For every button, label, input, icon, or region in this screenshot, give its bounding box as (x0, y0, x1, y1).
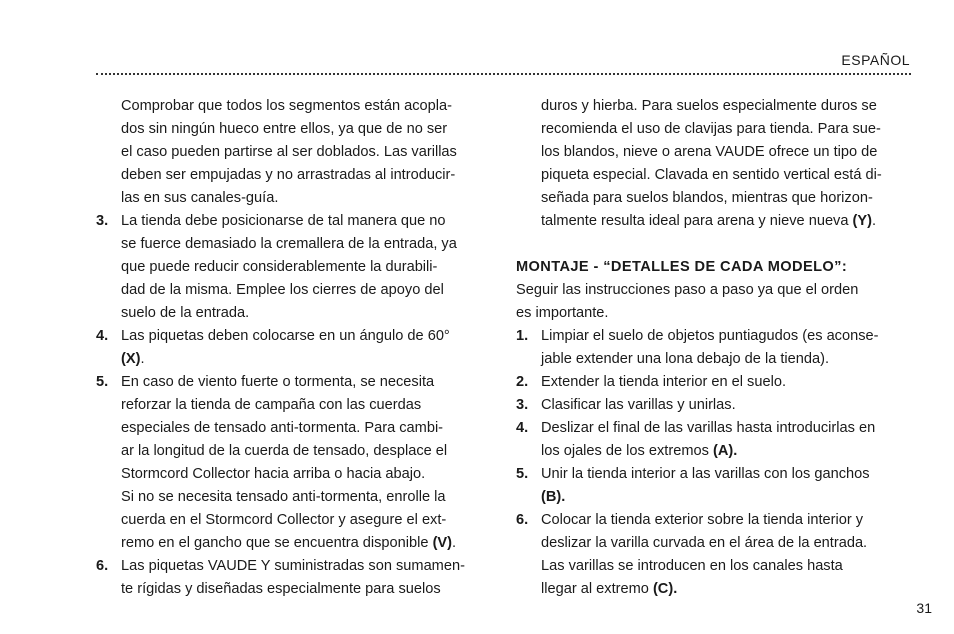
punctuation: . (452, 535, 457, 551)
list-item-3 (96, 210, 490, 325)
line-text: talmente resulta ideal para arena y nieve nueva (541, 213, 853, 229)
text-line: Si no se necesita tensado anti-tormenta, enrolle la (121, 489, 446, 505)
dotted-divider (96, 73, 911, 75)
text-line: reforzar la tienda de campaña con las cuerdas (121, 397, 422, 413)
text-line (121, 348, 490, 371)
reference-label: (A). (712, 443, 738, 459)
text-line: Extender la tienda interior en el suelo. (541, 374, 787, 390)
intro-line: es importante. (516, 305, 609, 321)
text-line: Las piquetas deben colocarse en un ángulo de 60° (121, 328, 450, 344)
text-line: Deslizar el final de las varillas hasta introducirlas en (541, 420, 876, 436)
text-line: Colocar la tienda exterior sobre la tienda interior y (541, 512, 864, 528)
text-line: los blandos, nieve o arena VAUDE ofrece un tipo de (541, 144, 878, 160)
item-number: 3. (96, 213, 109, 229)
step-number: 3. (516, 397, 529, 413)
punctuation: . (872, 213, 877, 229)
left-column (96, 95, 490, 601)
step-1 (516, 325, 912, 371)
text-line: ar la longitud de la cuerda de tensado, desplace el (121, 443, 448, 459)
text-line: Stormcord Collector hacia arriba o hacia abajo. (121, 466, 426, 482)
text-line: recomienda el uso de clavijas para tienda. Para sue- (541, 121, 881, 137)
text-line (541, 440, 912, 463)
reference-label: (V) (432, 535, 453, 551)
right-column (516, 95, 912, 601)
step-number: 5. (516, 466, 529, 482)
text-line: las en sus canales-guía. (121, 190, 279, 206)
text-line: Comprobar que todos los segmentos están acopla- (121, 98, 452, 114)
text-line: En caso de viento fuerte o tormenta, se necesita (121, 374, 435, 390)
page-number: 31 (916, 600, 932, 616)
text-line (121, 532, 490, 555)
list-item-4 (96, 325, 490, 371)
text-line: el caso pueden partirse al ser doblados. Las varillas (121, 144, 457, 160)
text-line: duros y hierba. Para suelos especialmente duros se (541, 98, 877, 114)
punctuation: . (140, 351, 145, 367)
text-line (541, 210, 912, 233)
text-line: cuerda en el Stormcord Collector y asegure el ext- (121, 512, 447, 528)
reference-label: (C). (652, 581, 678, 597)
line-text: llegar al extremo (541, 581, 653, 597)
text-line: deslizar la varilla curvada en el área de la entrada. (541, 535, 868, 551)
list-item-5 (96, 371, 490, 555)
text-line: piqueta especial. Clavada en sentido vertical está di- (541, 167, 882, 183)
text-line: señada para suelos blandos, mientras que horizon- (541, 190, 873, 206)
line-text: remo en el gancho que se encuentra disponible (121, 535, 433, 551)
step-5 (516, 463, 912, 509)
item-number: 6. (96, 558, 109, 574)
text-line: Unir la tienda interior a las varillas con los ganchos (541, 466, 870, 482)
language-header: ESPAÑOL (841, 52, 910, 68)
text-line: La tienda debe posicionarse de tal manera que no (121, 213, 446, 229)
step-3 (516, 394, 912, 417)
line-text: los ojales de los extremos (541, 443, 713, 459)
step-6 (516, 509, 912, 601)
text-line: deben ser empujadas y no arrastradas al introducir- (121, 167, 456, 183)
item-number: 4. (96, 328, 109, 344)
text-line: especiales de tensado anti-tormenta. Para cambi- (121, 420, 444, 436)
text-line: dad de la misma. Emplee los cierres de apoyo del (121, 282, 444, 298)
text-line: suelo de la entrada. (121, 305, 250, 321)
text-line: Las piquetas VAUDE Y suministradas son sumamen- (121, 558, 465, 574)
reference-label: (Y) (852, 213, 872, 229)
text-line: te rígidas y diseñadas especialmente para suelos (121, 581, 441, 597)
step-number: 2. (516, 374, 529, 390)
text-line: que puede reducir considerablemente la durabili- (121, 259, 438, 275)
step-number: 1. (516, 328, 529, 344)
list-item-6 (96, 555, 490, 601)
reference-label: (X) (121, 351, 141, 367)
text-line (541, 578, 912, 601)
step-number: 6. (516, 512, 529, 528)
text-line: Limpiar el suelo de objetos puntiagudos (es aconse- (541, 328, 879, 344)
right-continuation (516, 95, 912, 233)
reference-label: (B). (541, 489, 566, 505)
intro-line: Seguir las instrucciones paso a paso ya que el orden (516, 282, 859, 298)
text-line: jable extender una lona debajo de la tienda). (541, 351, 830, 367)
text-line: dos sin ningún hueco entre ellos, ya que de no ser (121, 121, 448, 137)
text-line: Clasificar las varillas y unirlas. (541, 397, 736, 413)
step-4 (516, 417, 912, 463)
step-2 (516, 371, 912, 394)
text-line: se fuerce demasiado la cremallera de la entrada, ya (121, 236, 457, 252)
item-number: 5. (96, 374, 109, 390)
section-heading: MONTAJE - “DETALLES DE CADA MODELO”: (516, 259, 848, 275)
text-line: Las varillas se introducen en los canales hasta (541, 558, 843, 574)
left-continuation (96, 95, 490, 210)
step-number: 4. (516, 420, 529, 436)
